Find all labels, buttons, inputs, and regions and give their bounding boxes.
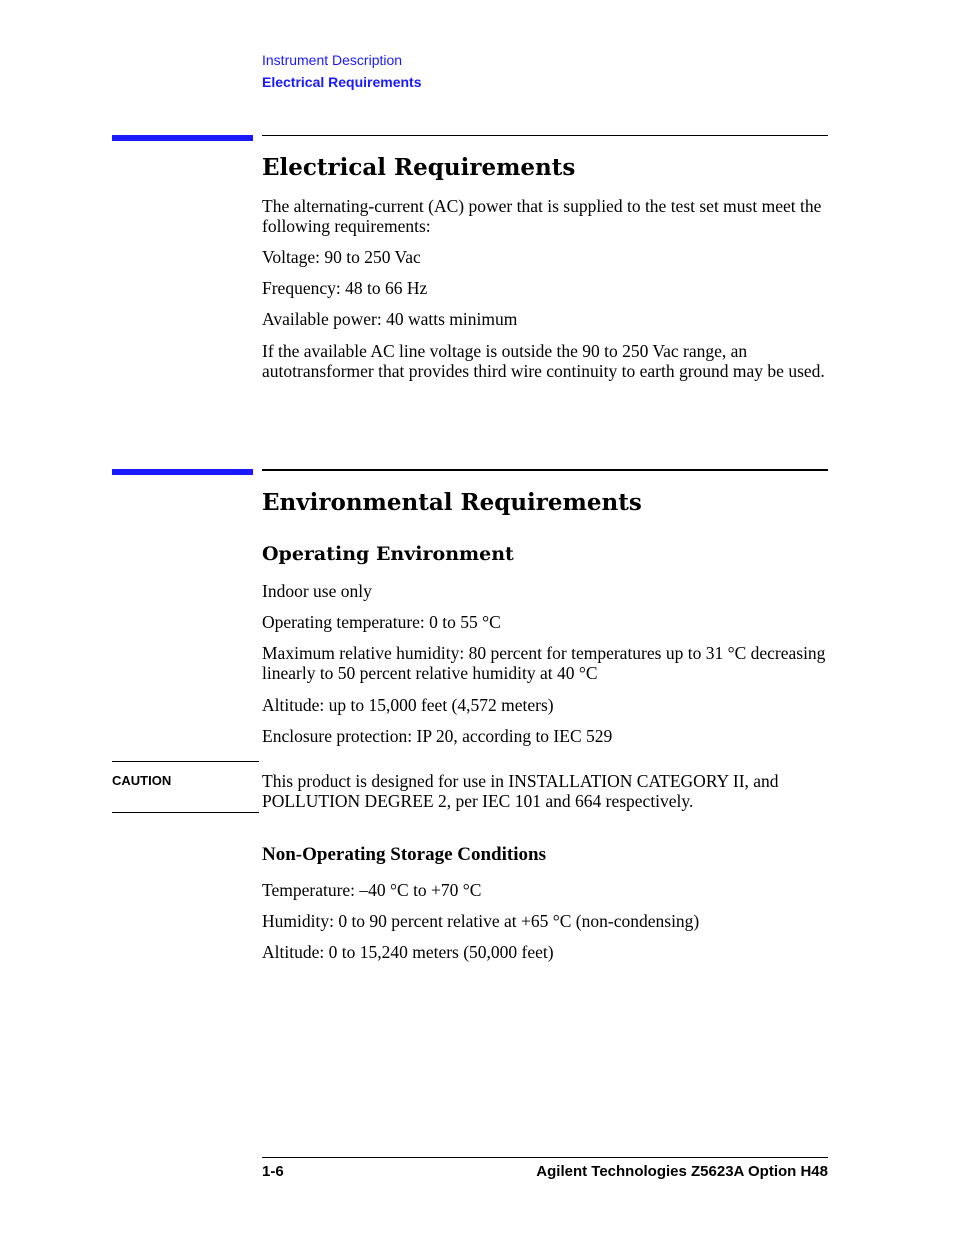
caution-text: This product is designed for use in INSTALLATION CATEGORY II, and POLLUTION DEGREE 2, per IEC 101 and 664 respectively. [262, 771, 779, 811]
electrical-intro: The alternating-current (AC) power that is supplied to the test set must meet the following requirements: [262, 196, 822, 236]
operating-temperature: Operating temperature: 0 to 55 °C [262, 612, 501, 632]
environmental-title: Environmental Requirements [262, 489, 642, 516]
caution-top-rule [112, 761, 259, 762]
storage-conditions-title: Non-Operating Storage Conditions [262, 844, 546, 865]
electrical-title: Electrical Requirements [262, 154, 576, 181]
operating-humidity: Maximum relative humidity: 80 percent for temperatures up to 31 °C decreasing linearly to 50 percent relative humidity at 40 °C [262, 643, 826, 683]
page-number: 1-6 [262, 1163, 284, 1180]
operating-enclosure: Enclosure protection: IP 20, according to IEC 529 [262, 726, 613, 746]
storage-humidity: Humidity: 0 to 90 percent relative at +65 °C (non-condensing) [262, 911, 700, 931]
footer-product: Agilent Technologies Z5623A Option H48 [536, 1163, 828, 1180]
electrical-voltage: Voltage: 90 to 250 Vac [262, 247, 421, 267]
storage-temperature: Temperature: –40 °C to +70 °C [262, 880, 482, 900]
electrical-power: Available power: 40 watts minimum [262, 309, 518, 329]
section-marker-bar [112, 135, 253, 141]
operating-altitude: Altitude: up to 15,000 feet (4,572 meters) [262, 695, 554, 715]
operating-indoor: Indoor use only [262, 581, 372, 601]
section-marker-bar [112, 469, 253, 475]
storage-altitude: Altitude: 0 to 15,240 meters (50,000 feet) [262, 942, 554, 962]
breadcrumb-current: Electrical Requirements [262, 74, 422, 90]
electrical-note: If the available AC line voltage is outside the 90 to 250 Vac range, an autotransformer that provides third wire continuity to earth ground may be used. [262, 341, 825, 381]
footer-rule [262, 1157, 828, 1158]
operating-environment-title: Operating Environment [262, 543, 514, 565]
caution-label: CAUTION [112, 773, 172, 788]
electrical-frequency: Frequency: 48 to 66 Hz [262, 278, 428, 298]
caution-bottom-rule [112, 812, 259, 813]
breadcrumb-parent: Instrument Description [262, 52, 403, 68]
section-rule [262, 469, 828, 471]
section-rule [262, 135, 828, 136]
